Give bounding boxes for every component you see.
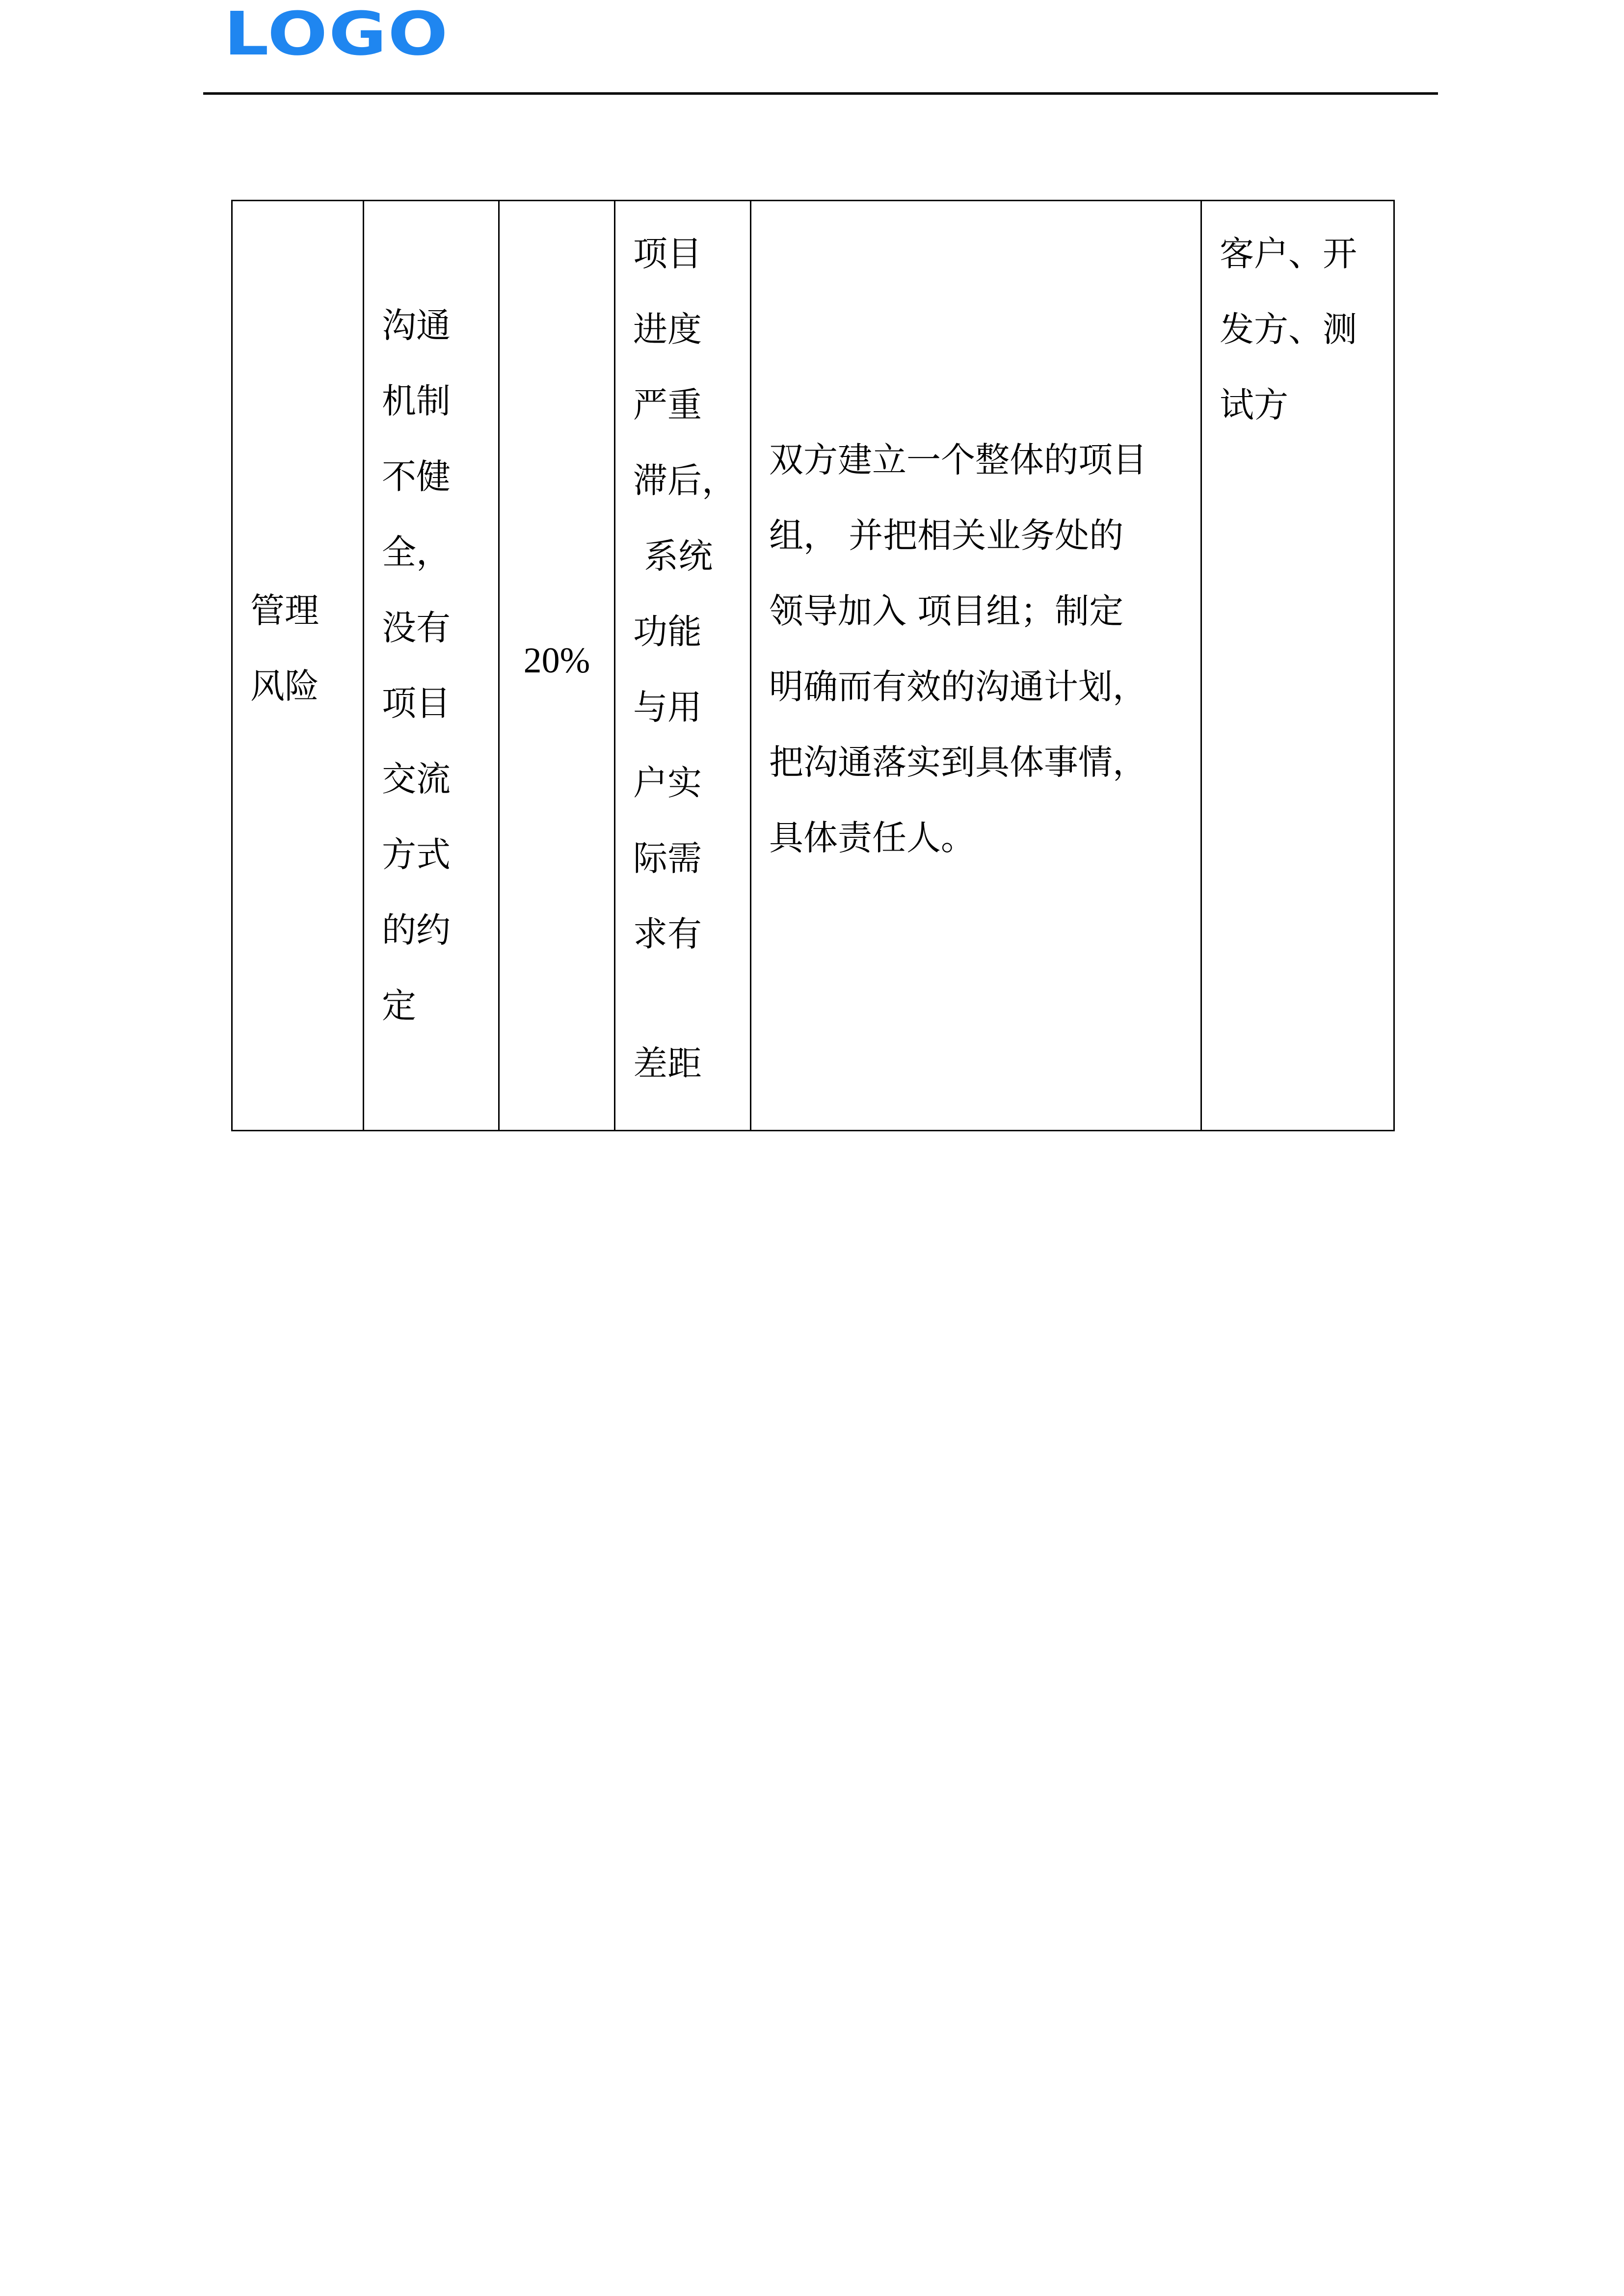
cell-line: 管理 bbox=[250, 590, 319, 631]
cell-line: 户实 bbox=[633, 763, 702, 803]
cell-line: 方式 bbox=[382, 834, 451, 875]
cell-line: 组， 并把相关业务处的 bbox=[769, 515, 1124, 556]
cell-line: 严重 bbox=[633, 385, 702, 425]
cell-line: 风险 bbox=[250, 666, 319, 706]
cell-line: 际需 bbox=[633, 838, 702, 879]
table-row bbox=[232, 201, 1394, 1131]
logo: LOGO bbox=[224, 0, 449, 69]
risk-probability-cell bbox=[499, 201, 615, 1131]
header-divider bbox=[203, 92, 1438, 95]
risk-impact-cell bbox=[615, 201, 751, 1131]
cell-line: 与用 bbox=[633, 687, 702, 727]
cell-line: 具体责任人。 bbox=[769, 818, 975, 858]
cell-line: 客户、开 bbox=[1220, 234, 1357, 274]
risk-table bbox=[231, 200, 1395, 1131]
cell-line: 试方 bbox=[1220, 385, 1288, 425]
cell-line: 领导加入 项目组；制定 bbox=[769, 591, 1124, 631]
cell-line: 系统 bbox=[633, 536, 713, 576]
cell-line: 沟通 bbox=[382, 305, 451, 346]
cell-line: 交流 bbox=[382, 759, 451, 799]
cell-line: 定 bbox=[382, 986, 416, 1026]
risk-owner-cell bbox=[1201, 201, 1394, 1131]
cell-line: 不健 bbox=[382, 456, 451, 497]
cell-line: 差距 bbox=[633, 1043, 702, 1084]
cell-line: 求有 bbox=[633, 914, 702, 954]
cell-line: 功能 bbox=[633, 612, 702, 652]
cell-line: 滞后， bbox=[633, 460, 736, 501]
cell-line: 发方、测 bbox=[1220, 309, 1357, 349]
cell-line: 明确而有效的沟通计划， bbox=[769, 667, 1147, 707]
cell-line: 把沟通落实到具体事情， bbox=[769, 742, 1147, 782]
cell-line: 机制 bbox=[382, 381, 451, 421]
risk-category-cell bbox=[232, 201, 364, 1131]
risk-cause-cell bbox=[364, 201, 499, 1131]
risk-measure-cell bbox=[751, 201, 1201, 1131]
cell-line: 进度 bbox=[633, 309, 702, 349]
cell-line-blank bbox=[633, 972, 750, 1026]
cell-line: 没有 bbox=[382, 608, 451, 648]
cell-line: 双方建立一个整体的项目 bbox=[769, 440, 1147, 480]
cell-line: 的约 bbox=[382, 910, 451, 950]
cell-line: 项目 bbox=[382, 683, 451, 723]
cell-line: 项目 bbox=[633, 234, 702, 274]
cell-line: 全， bbox=[382, 532, 451, 572]
probability-value: 20% bbox=[523, 641, 590, 681]
